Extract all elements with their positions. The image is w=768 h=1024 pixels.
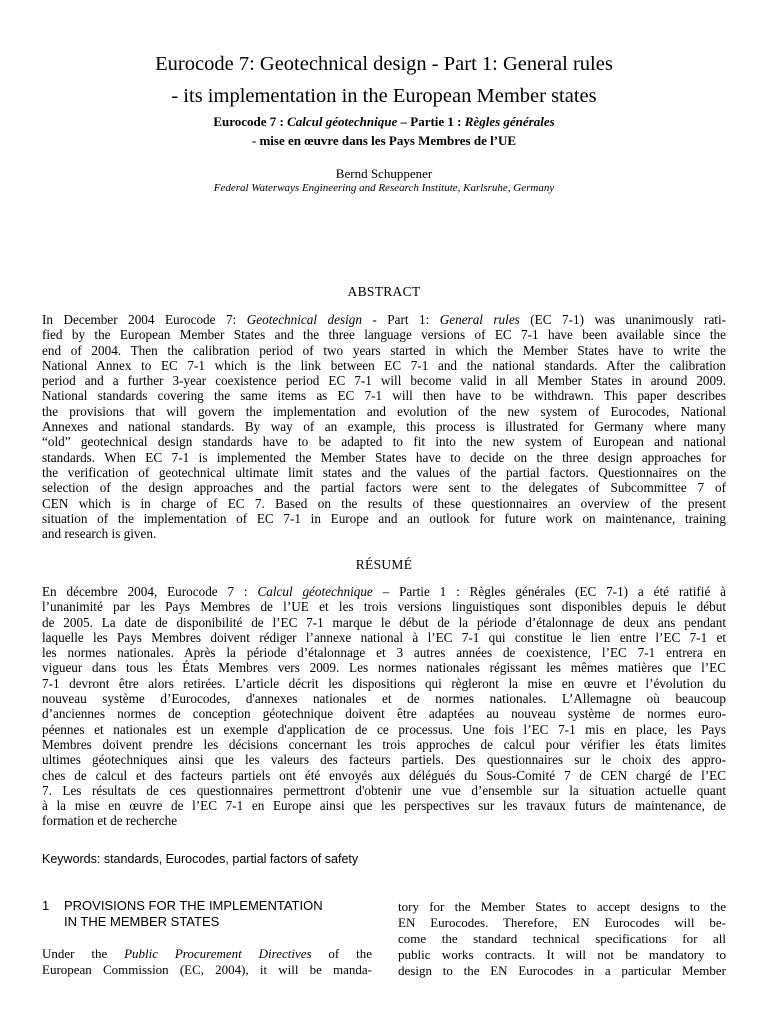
body-line: design to the EN Eurocodes in a particular Member xyxy=(398,963,726,978)
abstract-line: period and a further 3-year coexistence period EC 7-1 will become valid in all Member States in around 2009. xyxy=(42,373,726,389)
left-column xyxy=(42,898,372,978)
resume-line: ches de calcul et des facteurs partiels ont été envoyés aux délégués du Sous-Comité 7 de CEN chargé de l’EC xyxy=(42,767,726,783)
abstract-line: and research is given. xyxy=(42,526,157,542)
author-affiliation: Federal Waterways Engineering and Research Institute, Karlsruhe, Germany xyxy=(213,182,555,194)
title-block xyxy=(0,48,768,150)
abstract-line: “old” geotechnical design standards have to be adapted to fit into the new system of European and national xyxy=(42,434,726,450)
keywords: Keywords: standards, Eurocodes, partial factors of safety xyxy=(42,852,359,866)
resume-line: les normes nationales. Après la période d’étalonnage et 3 autres années de coexistence, l’EC 7-1 entrera en xyxy=(42,645,726,661)
abstract-line: In December 2004 Eurocode 7: Geotechnical design - Part 1: General rules (EC 7-1) was unanimously rati- xyxy=(42,312,727,327)
abstract-line: selection of the design approaches and the partial factors were sent to the delegates of Subcommittee 7 of xyxy=(42,480,726,496)
right-column xyxy=(398,899,726,979)
body-line: public works contracts. It will not be mandatory to xyxy=(398,947,726,962)
abstract-line: end of 2004. Then the calibration period of two years started in which the Member States have to write the xyxy=(42,342,726,358)
resume-line: Membres doivent prendre les décisions concernant les trois approches de calcul pour vérifier les états limites xyxy=(42,736,726,752)
resume-heading: RÉSUMÉ xyxy=(355,557,413,572)
resume-line: péennes et nationales est un exemple d'application de ce processus. Une fois l’EC 7-1 mis en place, les Pays xyxy=(42,721,726,737)
resume-line: 7-1 devront être alors retirées. L’article décrit les dispositions qui règleront la mise en œuvre et l’évolution du xyxy=(42,675,726,691)
paper-title-line-1: Eurocode 7: Geotechnical design - Part 1: General rules xyxy=(155,53,613,75)
abstract-line: standards. When EC 7-1 is implemented the Member States have to decide on the three design approaches for xyxy=(42,449,726,465)
abstract-line: the verification of geotechnical ultimate limit states and the values of the partial factors. Questionnaires on the xyxy=(42,464,726,480)
abstract-line: the provisions that will govern the implementation and evolution of the new system of Eurocodes, National xyxy=(42,403,726,419)
resume-line: à la mise en œuvre de l’EC 7-1 en Europe ainsi que les perspectives sur les travaux futurs de maintenance, de xyxy=(42,798,726,814)
abstract-line: fied by the European Member States and the three language versions of EC 7-1 have been available since the xyxy=(42,327,726,343)
section-1-left-text xyxy=(42,946,372,978)
body-line: EN Eurocodes. Therefore, EN Eurocodes will be- xyxy=(398,915,726,930)
french-title-line-1: Eurocode 7 : Calcul géotechnique – Partie 1 : Règles générales xyxy=(213,114,555,129)
resume-line: formation et de recherche xyxy=(42,813,178,829)
abstract-heading: ABSTRACT xyxy=(347,284,421,299)
resume-line: ultimes géotechniques ainsi que les valeurs des facteurs partiels. Des questionnaires sur le choix des appro- xyxy=(42,752,726,768)
abstract-line: Annexes and national standards. By way of an example, this process is illustrated for Germany where many xyxy=(42,419,726,435)
french-title-line-2: - mise en œuvre dans les Pays Membres de l’UE xyxy=(251,133,517,148)
section-number: 1 xyxy=(42,898,50,913)
paper-title-line-2: - its implementation in the European Member states xyxy=(171,85,597,107)
resume-line: nouveau système d’Eurocodes, d'annexes nationales et de normes nationales. L’Allemagne où beaucoup xyxy=(42,691,726,707)
abstract-line: National standards covering the same items as EC 7-1 will then have to be withdrawn. This paper describes xyxy=(42,388,726,404)
resume-line: l’unanimité par les Pays Membres de l’UE et les trois versions linguistiques sont disponibles depuis le début xyxy=(42,599,726,615)
resume-line: d’anciennes normes de conception géotechnique doivent être adaptées au nouveau système de normes euro- xyxy=(42,706,726,722)
body-line: Under the Public Procurement Directives of the xyxy=(42,946,372,961)
resume-line: de 2005. La date de disponibilité de l’EC 7-1 marque le début de la période d’étalonnage de deux ans pendant xyxy=(42,614,726,630)
resume-line: En décembre 2004, Eurocode 7 : Calcul géotechnique – Partie 1 : Règles générales (EC 7-1) a été ratifié à xyxy=(42,584,727,599)
resume-body xyxy=(42,584,726,829)
abstract-body xyxy=(42,312,726,541)
body-line: tory for the Member States to accept designs to the xyxy=(398,899,726,914)
abstract-line: National Annex to EC 7-1 which is the link between EC 7-1 and the national standards. After the calibration xyxy=(42,357,726,373)
abstract-line: situation of the implementation of EC 7-1 in Europe and an outlook for future work on maintenance, training xyxy=(42,510,726,526)
abstract-line: CEN which is in charge of EC 7. Based on the results of these questionnaires an overview of the present xyxy=(42,495,726,511)
body-line: come the standard technical specifications for all xyxy=(398,931,726,946)
resume-line: laquelle les Pays Membres doivent rédiger l’annexe national à l’EC 7-1 qui constitue le lien entre l’EC 7-1 et xyxy=(42,629,726,645)
body-line: European Commission (EC, 2004), it will be manda- xyxy=(42,962,372,977)
author-name: Bernd Schuppener xyxy=(335,166,433,181)
resume-line: vigueur dans tous les États Membres vers 2009. Les normes nationales régissant les mêmes matières que l’EC xyxy=(42,660,726,676)
section-1-heading: 1 PROVISIONS FOR THE IMPLEMENTATION IN THE MEMBER STATES xyxy=(42,898,323,929)
resume-line: 7. Les résultats de ces questionnaires permettront d'obtenir une vue d’ensemble sur la situation actuelle quant xyxy=(42,782,726,798)
